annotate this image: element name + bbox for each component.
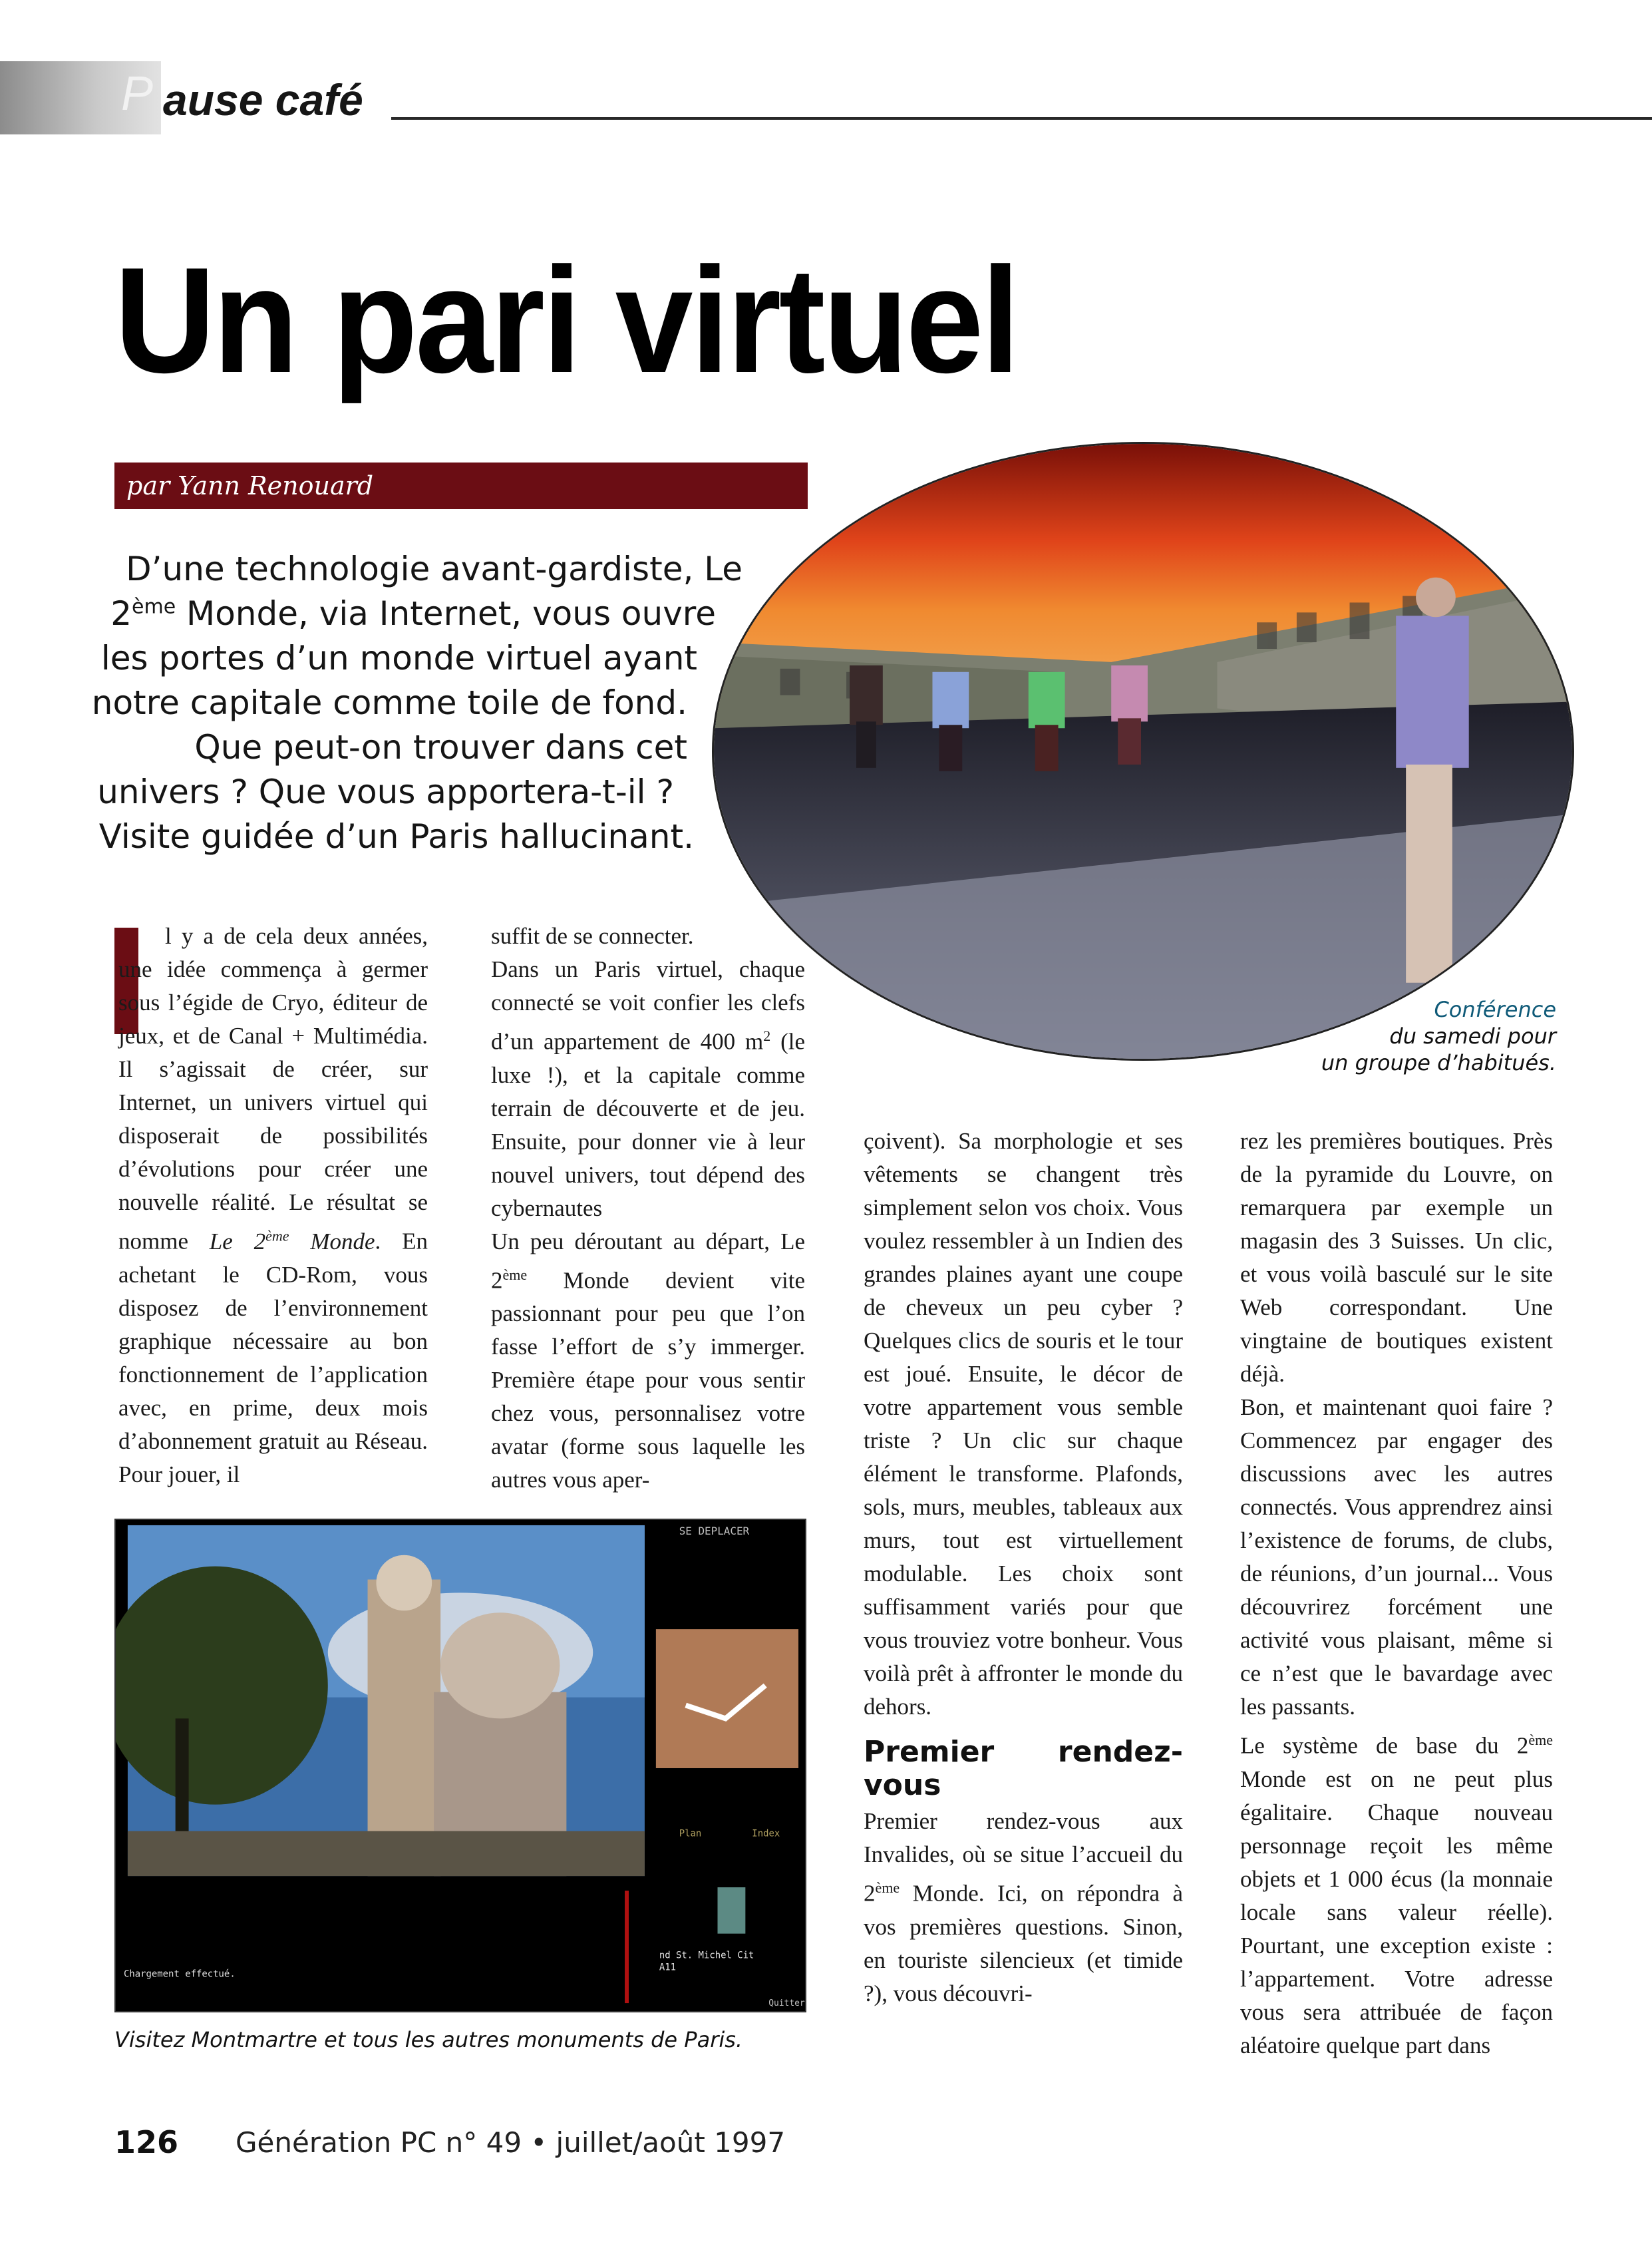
lead-line: les portes d’un monde virtuel ayant — [100, 639, 697, 677]
article-title: Un pari virtuel — [114, 236, 1018, 404]
rubric-initial: P — [121, 67, 154, 120]
body-paragraph: Premier rendez-vous aux Invalides, où se situe l’accueil du 2ème Monde. Ici, on répondra à vos premières questions. Sinon, en touriste silencieux (et timide ?), vous découvri- — [864, 1808, 1183, 2006]
section-heading: Premier rendez-vous — [864, 1735, 1183, 1802]
lead-line: notre capitale comme toile de fond. — [91, 683, 687, 722]
screenshot-location: nd St. Michel Cit — [659, 1950, 754, 1961]
photo-caption-line: Conférence — [1434, 997, 1556, 1022]
photo-caption-line: du samedi pour — [1389, 1024, 1556, 1049]
lead-line: 2ème Monde, via Internet, vous ouvre — [110, 594, 716, 633]
game-screenshot — [114, 1519, 806, 2012]
body-paragraph: Un peu déroutant au départ, Le 2ème Monde devient vite passionnant pour peu que l’on fasse l’effort de s’y immerger. Première étape pour vous sentir chez vous, personnalisez votre avatar (forme sous laquelle les autres vous aper- — [491, 1228, 805, 1493]
lead-line: univers ? Que vous apportera-t-il ? — [97, 773, 674, 811]
body-paragraph: Le système de base du 2ème Monde est on ne peut plus égalitaire. Chaque nouveau personnage reçoit les même objets et 1 000 écus (la monnaie locale sans valeur réelle). Pourtant, une exception existe : l’appartement. Votre adresse vous sera attribuée de façon aléatoire quelque part dans — [1240, 1732, 1553, 2058]
byline: par Yann Renouard — [126, 471, 374, 500]
chat-line: Chargement effectué. — [123, 1968, 236, 1980]
footer-issue: Génération PC n° 49 • juillet/août 1997 — [236, 2126, 786, 2159]
body-paragraph: suffit de se connecter. — [491, 923, 694, 949]
body-paragraph: Bon, et maintenant quoi faire ? Commencez par engager des discussions avec les autres connectés. Vous apprendrez ainsi l’existence de forums, de clubs, de réunions, d’un journal... Vous découvrirez forcément une activité vous plaisant, même si ce n’est que le bavardage avec les passants. — [1240, 1394, 1553, 1720]
screenshot-header: SE DEPLACER — [679, 1524, 750, 1537]
lead-line: Que peut-on trouver dans cet — [194, 728, 687, 767]
rubric-label: ause café — [163, 75, 363, 124]
screenshot-caption: Visitez Montmartre et tous les autres monuments de Paris. — [114, 2027, 743, 2052]
body-paragraph: rez les premières boutiques. Près de la pyramide du Louvre, on remarquera par exemple un magasin des 3 Suisses. Un clic, et vous voilà basculé sur le site Web correspondant. Une vingtaine de boutiques existent déjà. — [1240, 1128, 1553, 1387]
page-number: 126 — [114, 2124, 179, 2160]
body-column-4 — [1240, 1125, 1553, 2062]
body-paragraph: l y a de cela deux années, une idée commença à germer sous l’égide de Cryo, éditeur de jeux, et de Canal + Multimédia. Il s’agissait de créer, sur Internet, un univers virtuel qui disposerait de possibilités d’évolutions pour créer une nouvelle réalité. Le résultat se nomme Le 2ème Monde. En achetant le CD-Rom, vous disposez de l’environnement graphique nécessaire au bon fonctionnement de l’application avec, en prime, deux mois d’abonnement gratuit au Réseau. Pour jouer, il — [118, 923, 428, 1487]
body-paragraph: çoivent). Sa morphologie et ses vêtements se changent très simplement selon vos choix. Vous voulez ressembler à un Indien des grandes plaines ayant une coupe de cheveux un peu cyber ? Quelques clics de souris et le tour est joué. Ensuite, le décor de votre appartement vous semble triste ? Un clic sur chaque élément le transforme. Plafonds, sols, murs, meubles, tableaux aux murs, tout est virtuellement modulable. Les choix sont suffisamment variés pour que vous trouviez votre bonheur. Vous voilà prêt à affronter le monde du dehors. — [864, 1128, 1183, 1720]
body-column-2 — [491, 920, 805, 1497]
body-column-3 — [864, 1125, 1183, 2010]
screenshot-plan-label: Plan — [679, 1828, 702, 1839]
body-paragraph: Dans un Paris virtuel, chaque connecté se voit confier les clefs d’un appartement de 400 $m^2$ (le luxe !), et la capitale comme terrain de découverte et de jeu. Ensuite, pour donner vie à leur nouvel univers, tout dépend des cybernautes — [491, 956, 805, 1221]
rubric-rule — [391, 117, 1652, 120]
body-column-1 — [118, 920, 428, 1491]
photo-caption-line: un groupe d’habitués. — [1321, 1050, 1556, 1075]
photo-caption — [1321, 996, 1556, 1076]
screenshot-quit-label: Quitter — [768, 1998, 805, 2009]
lead-line: D’une technologie avant-gardiste, Le — [126, 550, 743, 588]
conference-photo — [712, 442, 1574, 1061]
lead-line: Visite guidée d’un Paris hallucinant. — [98, 817, 694, 856]
screenshot-location: A11 — [659, 1962, 677, 1973]
screenshot-index-label: Index — [752, 1828, 780, 1839]
